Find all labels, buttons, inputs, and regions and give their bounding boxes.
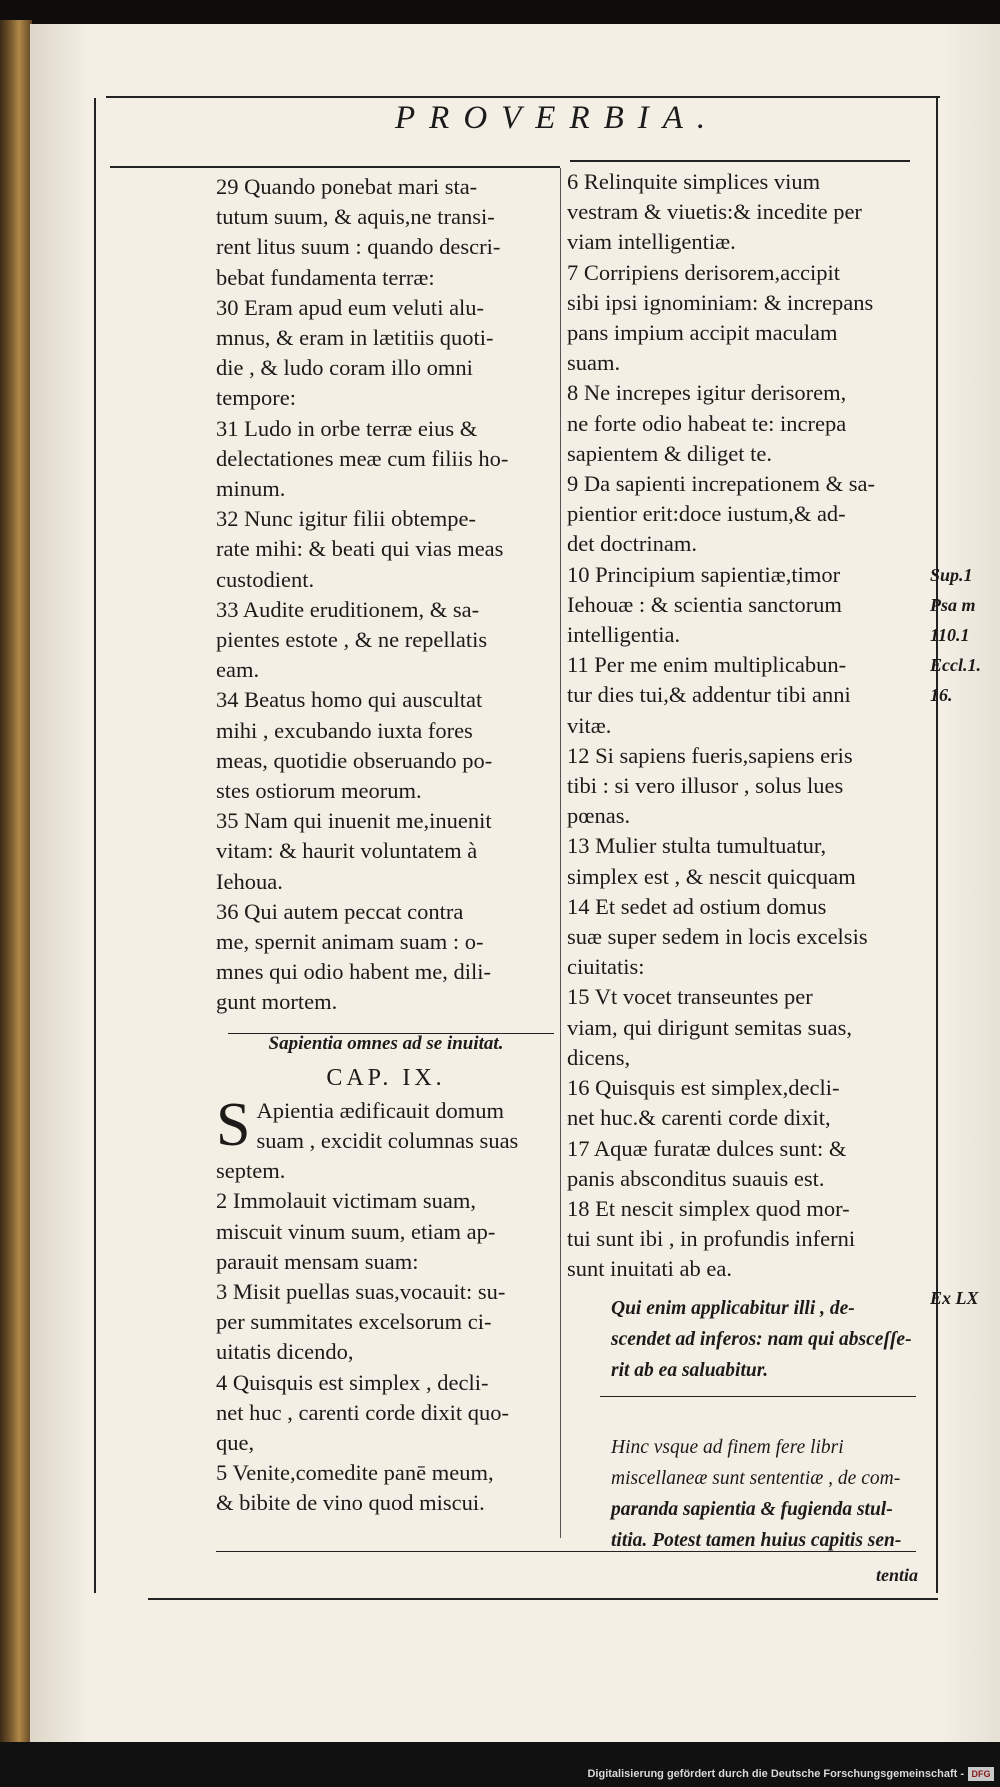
left-column — [216, 172, 556, 1519]
text-line: dicens, — [567, 1044, 631, 1070]
text-line: 3 Misit puellas suas,vocauit: su- — [216, 1278, 506, 1304]
column-divider — [560, 168, 561, 1538]
book-spine — [0, 20, 32, 1750]
text-line: per summitates excelsorum ci- — [216, 1309, 492, 1335]
text-line: viam, qui dirigunt semitas suas, — [567, 1014, 852, 1040]
text-line: panis absconditus suauis est. — [567, 1165, 825, 1191]
text-line: uitatis dicendo, — [216, 1339, 354, 1365]
head-rule-right — [570, 160, 910, 162]
text-line: tui sunt ibi , in profundis inferni — [567, 1226, 856, 1252]
text-line: 33 Audite eruditionem, & sa- — [216, 596, 480, 622]
text-line: 31 Ludo in orbe terræ eius & — [216, 415, 478, 441]
scan-border-bottom — [0, 1742, 1000, 1787]
text-line: tibi : si vero illusor , solus lues — [567, 773, 844, 799]
text-line: 2 Immolauit victimam suam, — [216, 1188, 476, 1214]
note-line: miscellaneæ sunt sententiæ , de com- — [611, 1467, 901, 1489]
text-line: simplex est , & nescit quicquam — [567, 863, 856, 889]
text-line: 14 Et sedet ad ostium domus — [567, 893, 827, 919]
note-line: Qui enim applicabitur illi , de- — [611, 1297, 855, 1319]
text-line: 9 Da sapienti increpationem & sa- — [567, 471, 876, 497]
text-line: 16 Quisquis est simplex,decli- — [567, 1075, 840, 1101]
text-line: 6 Relinquite simplices vium — [567, 169, 821, 194]
text-line: pœnas. — [567, 803, 631, 829]
text-line: pientior erit:doce iustum,& ad- — [567, 501, 846, 527]
text-line: bebat fundamenta terræ: — [216, 264, 435, 290]
text-line: 8 Ne increpes igitur derisorem, — [567, 380, 847, 406]
text-line: ciuitatis: — [567, 954, 645, 980]
text-line: vitæ. — [567, 712, 612, 738]
outer-frame-right — [936, 98, 938, 1593]
drop-cap-initial: S — [216, 1090, 251, 1159]
text-line: que, — [216, 1429, 255, 1455]
text-line: minum. — [216, 476, 286, 502]
text-line: sibi ipsi ignominiam: & increpans — [567, 289, 874, 315]
digitization-credit: Digitalisierung gefördert durch die Deutsche Forschungsgemeinschaft - — [587, 1768, 964, 1780]
text-line: vitam: & haurit voluntatem à — [216, 838, 478, 864]
margin-ref-line: 16. — [930, 685, 953, 705]
text-line: tur dies tui,& addentur tibi anni — [567, 682, 851, 708]
text-line: rate mihi: & beati qui vias meas — [216, 536, 504, 562]
text-line: parauit mensam suam: — [216, 1248, 419, 1274]
section-title: Sapientia omnes ad se inuitat. — [268, 1032, 504, 1054]
text-line: sunt inuitati ab ea. — [567, 1256, 732, 1282]
text-line: pans impium accipit maculam — [567, 320, 838, 346]
text-line: 35 Nam qui inuenit me,inuenit — [216, 808, 492, 834]
text-line: det doctrinam. — [567, 531, 697, 557]
margin-ref-line: Eccl.1. — [930, 655, 981, 675]
text-line: mnus, & eram in lætitiis quoti- — [216, 325, 494, 351]
margin-ref-line: Psa m — [930, 595, 976, 615]
margin-reference-2: Ex LX — [930, 1288, 979, 1308]
margin-ref-line: Sup.1 — [930, 565, 973, 585]
head-rule-left — [110, 166, 560, 168]
note-line: titia. Potest tamen huius capitis sen- — [611, 1529, 902, 1551]
dfg-logo: DFG — [968, 1767, 994, 1781]
text-line: 7 Corripiens derisorem,accipit — [567, 259, 841, 285]
outer-frame-left — [94, 98, 96, 1593]
text-line: mnes qui odio habent me, dili- — [216, 959, 491, 985]
text-line: 18 Et nescit simplex quod mor- — [567, 1195, 850, 1221]
text-line: 17 Aquæ furatæ dulces sunt: & — [567, 1135, 847, 1161]
chapter-heading: CAP. IX. — [326, 1064, 446, 1091]
text-line: eam. — [216, 657, 260, 683]
bottom-rule-outer — [148, 1598, 938, 1600]
text-line: suam , excidit columnas suas — [256, 1127, 519, 1153]
text-line: Iehouæ : & scientia sanctorum — [567, 591, 842, 617]
text-line: 4 Quisquis est simplex , decli- — [216, 1369, 489, 1395]
text-line: tempore: — [216, 385, 296, 411]
text-line: viam intelligentiæ. — [567, 229, 736, 255]
note-line: rit ab ea saluabitur. — [611, 1359, 769, 1381]
text-line: & bibite de vino quod miscui. — [216, 1490, 485, 1516]
running-head: PROVERBIA. — [395, 100, 720, 136]
text-line: stes ostiorum meorum. — [216, 778, 422, 804]
note-line: paranda sapientia & fugienda stul- — [611, 1498, 893, 1520]
text-line: 36 Qui autem peccat contra — [216, 898, 464, 924]
text-line: gunt mortem. — [216, 989, 338, 1015]
text-line: 13 Mulier stulta tumultuatur, — [567, 833, 827, 859]
text-line: Apientia ædificauit domum — [256, 1097, 504, 1123]
text-line: 5 Venite,comedite panē meum, — [216, 1460, 494, 1486]
text-line: septem. — [216, 1158, 286, 1184]
text-line: rent litus suum : quando descri- — [216, 234, 501, 260]
text-line: me, spernit animam suam : o- — [216, 929, 484, 955]
text-line: miscuit vinum suum, etiam ap- — [216, 1218, 496, 1244]
text-line: delectationes meæ cum filiis ho- — [216, 445, 509, 471]
text-line: 11 Per me enim multiplicabun- — [567, 652, 847, 678]
text-line: sapientem & diliget te. — [567, 440, 772, 466]
text-line: pientes estote , & ne repellatis — [216, 627, 488, 653]
text-line: tutum suum, & aquis,ne transi- — [216, 204, 495, 230]
italic-note — [567, 1293, 917, 1386]
catchword: tentia — [876, 1565, 919, 1585]
text-line: 12 Si sapiens fueris,sapiens eris — [567, 742, 853, 768]
text-line: ne forte odio habeat te: increpa — [567, 410, 847, 436]
text-line: 10 Principium sapientiæ,timor — [567, 561, 841, 587]
text-line: 15 Vt vocet transeuntes per — [567, 984, 813, 1010]
top-rule — [106, 96, 940, 98]
text-line: mihi , excubando iuxta fores — [216, 717, 473, 743]
note-line: scendet ad inferos: nam qui absceſſe- — [611, 1328, 912, 1350]
text-line: 29 Quando ponebat mari sta- — [216, 174, 478, 199]
text-line: custodient. — [216, 566, 315, 592]
text-line: die , & ludo coram illo omni — [216, 355, 473, 381]
text-line: 32 Nunc igitur filii obtempe- — [216, 506, 476, 532]
margin-ref-line: 110.1 — [930, 625, 970, 645]
text-line: 30 Eram apud eum veluti alu- — [216, 294, 485, 320]
text-line: vestram & viuetis:& incedite per — [567, 199, 862, 225]
miscellanea-note — [567, 1432, 917, 1556]
margin-reference — [930, 560, 990, 710]
note-line: Hinc vsque ad finem fere libri — [611, 1436, 844, 1458]
text-line: suam. — [567, 350, 621, 376]
text-line: suæ super sedem in locis excelsis — [567, 924, 868, 950]
text-line: intelligentia. — [567, 622, 681, 648]
right-column — [567, 167, 917, 1556]
text-line: 34 Beatus homo qui auscultat — [216, 687, 483, 713]
text-line: net huc , carenti corde dixit quo- — [216, 1399, 510, 1425]
text-line: meas, quotidie obseruando po- — [216, 747, 493, 773]
text-line: net huc.& carenti corde dixit, — [567, 1105, 831, 1131]
text-line: Iehoua. — [216, 868, 283, 894]
